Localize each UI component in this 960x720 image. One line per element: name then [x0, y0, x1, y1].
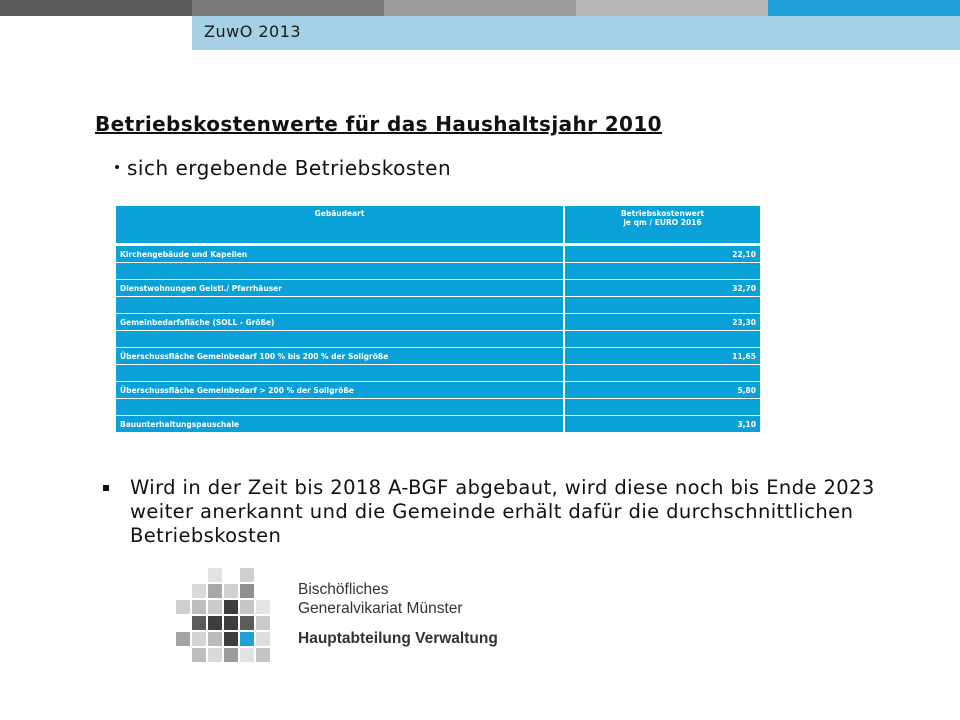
row-value: 3,10 — [564, 416, 760, 433]
logo-line-bischoefliches: Bischöfliches — [298, 581, 389, 598]
page-title: Betriebskostenwerte für das Haushaltsjahr 2010 — [95, 112, 662, 136]
table-spacer-row — [116, 365, 760, 382]
spacer-cell — [116, 263, 564, 280]
column-header-line1: Betriebskostenwert — [620, 209, 705, 218]
logo-square — [192, 632, 206, 646]
top-bar-segment-4 — [576, 0, 768, 16]
logo-square — [192, 616, 206, 630]
logo-square — [224, 648, 238, 662]
row-value: 11,65 — [564, 348, 760, 365]
logo-square — [224, 616, 238, 630]
row-value: 32,70 — [564, 280, 760, 297]
spacer-cell — [564, 399, 760, 416]
logo-square — [208, 568, 222, 582]
logo-square — [240, 648, 254, 662]
logo-text — [298, 580, 498, 648]
spacer-cell — [116, 331, 564, 348]
row-label: Dienstwohnungen Geistl./ Pfarrhäuser — [116, 280, 564, 297]
table-row — [116, 382, 760, 399]
table-row — [116, 348, 760, 365]
row-value: 22,10 — [564, 245, 760, 263]
spacer-cell — [564, 331, 760, 348]
sub-bullet-text: sich ergebende Betriebskosten — [127, 156, 452, 180]
logo-square — [224, 584, 238, 598]
main-bullet — [103, 476, 883, 548]
table-header-row — [116, 206, 760, 245]
table-row — [116, 314, 760, 331]
logo-square — [256, 600, 270, 614]
logo-square — [192, 648, 206, 662]
top-bar-segment-2 — [192, 0, 384, 16]
logo-square — [240, 616, 254, 630]
logo-square — [240, 568, 254, 582]
logo-square — [240, 632, 254, 646]
top-bar-segment-5 — [768, 0, 960, 16]
bullet-dot-icon — [115, 165, 119, 169]
logo-square — [208, 600, 222, 614]
row-label: Überschussfläche Gemeinbedarf > 200 % der Sollgröße — [116, 382, 564, 399]
row-label: Kirchengebäude und Kapellen — [116, 245, 564, 263]
row-label: Überschussfläche Gemeinbedarf 100 % bis 200 % der Sollgröße — [116, 348, 564, 365]
main-bullet-text: Wird in der Zeit bis 2018 A-BGF abgebaut, wird diese noch bis Ende 2023 weiter anerkannt und die Gemeinde erhält dafür die durchschnittlichen Betriebskosten — [130, 476, 875, 547]
table-spacer-row — [116, 297, 760, 314]
logo-square — [192, 584, 206, 598]
header-title: ZuwO 2013 — [204, 22, 302, 41]
top-color-bar — [0, 0, 960, 16]
logo-line-generalvikariat: Generalvikariat Münster — [298, 600, 463, 617]
logo-square — [224, 632, 238, 646]
table-spacer-row — [116, 263, 760, 280]
table-row — [116, 280, 760, 297]
logo-square — [256, 648, 270, 662]
row-label: Bauunterhaltungspauschale — [116, 416, 564, 433]
row-value: 5,80 — [564, 382, 760, 399]
table-spacer-row — [116, 331, 760, 348]
spacer-cell — [116, 399, 564, 416]
sub-bullet — [115, 156, 451, 180]
column-header-gebaeudeart: Gebäudeart — [116, 206, 564, 245]
spacer-cell — [564, 297, 760, 314]
logo-line-hauptabteilung: Hauptabteilung Verwaltung — [298, 630, 498, 647]
spacer-cell — [116, 365, 564, 382]
square-bullet-icon — [103, 485, 109, 491]
column-header-line2: je qm / EURO 2016 — [623, 218, 702, 227]
logo-square — [256, 616, 270, 630]
logo-square — [224, 600, 238, 614]
spacer-cell — [564, 263, 760, 280]
betriebskosten-table — [116, 206, 760, 433]
logo-square — [176, 600, 190, 614]
top-bar-segment-3 — [384, 0, 576, 16]
diocese-cross-logo-icon — [176, 568, 272, 664]
header-band — [192, 16, 960, 50]
spacer-cell — [564, 365, 760, 382]
table-spacer-row — [116, 399, 760, 416]
spacer-cell — [116, 297, 564, 314]
logo-square — [192, 600, 206, 614]
table-row — [116, 245, 760, 263]
logo-square — [256, 632, 270, 646]
row-value: 23,30 — [564, 314, 760, 331]
logo-square — [208, 616, 222, 630]
logo-square — [240, 584, 254, 598]
table-row — [116, 416, 760, 433]
top-bar-segment-1 — [0, 0, 192, 16]
column-header-betriebskostenwert — [564, 206, 760, 245]
logo-square — [240, 600, 254, 614]
logo-square — [208, 648, 222, 662]
logo-square — [208, 584, 222, 598]
row-label: Gemeinbedarfsfläche (SOLL - Größe) — [116, 314, 564, 331]
logo-square — [176, 632, 190, 646]
logo-square — [208, 632, 222, 646]
